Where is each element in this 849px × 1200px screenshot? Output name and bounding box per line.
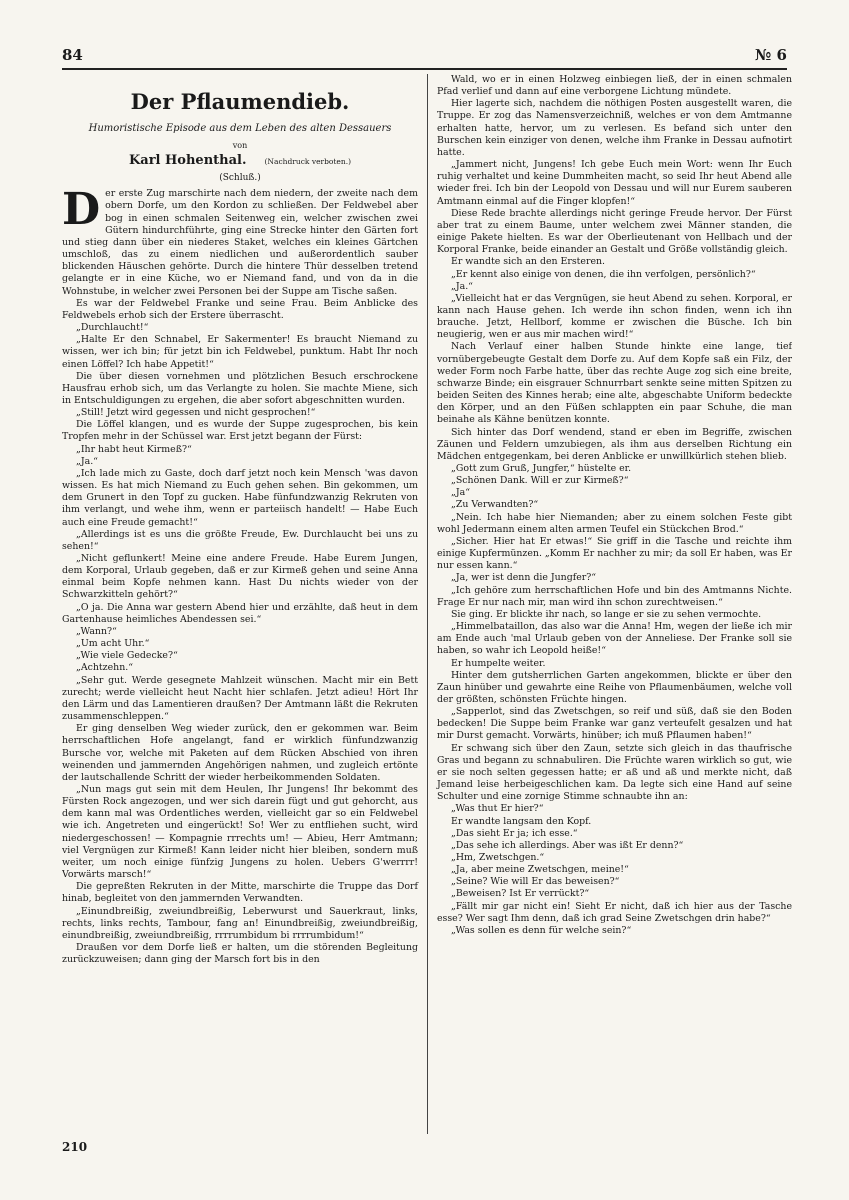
paragraph: „Sapperlot, sind das Zwetschgen, so reif und süß, daß sie den Boden bedecken! Die Suppe beim Franke war ganz verteufelt gesalzen und hat mir Durst gemacht. Vorwärts, hinüber; ich muß Pflaumen haben!“ [437,706,792,742]
paragraph: „Er kennt also einige von denen, die ihn verfolgen, persönlich?“ [451,268,756,280]
article-subtitle: Humoristische Episode aus dem Leben des alten Dessauers [88,123,392,134]
paragraph: Draußen vor dem Dorfe ließ er halten, um die störenden Begleitung zurückzuweisen; dann ging der Marsch fort bis in den [62,942,418,966]
paragraph: „Was thut Er hier?“ [451,803,544,815]
paragraph: Die über diesen vornehmen und plötzlichen Besuch erschrockene Hausfrau erhob sich, um das Verlangte zu holen. Sie machte Miene, sich in Entschuldigungen zu ergehen, die aber sofort abgeschnitten wurden. [62,370,418,406]
paragraph: Die Löffel klangen, und es wurde der Suppe zugesprochen, bis kein Tropfen mehr in der Schüssel war. Erst jetzt begann der Fürst: [62,419,418,443]
paragraph: Wald, wo er in einen Holzweg einbiegen ließ, der in einen schmalen Pfad verlief und dann auf eine verborgene Lichtung mündete. [437,74,792,98]
paragraph: Er humpelte weiter. [451,657,546,669]
byline-von: von [232,141,248,150]
paragraph: „Sicher. Hier hat Er etwas!“ Sie griff in die Tasche und reichte ihm einige Kupfermünzen. „Komm Er nachher zu mir; da soll Er haben, was Er nur essen kann.“ [437,535,792,572]
article-columns [62,74,793,1134]
paragraph: Er ging denselben Weg wieder zurück, den er gekommen war. Beim herrschaftlichen Hofe angelangt, fand er wirklich fünfundzwanzig Bursche vor, welche mit Paketen auf dem Rücken Abschied von ihren weinenden und jammernden Angehörigen nahmen, und zugleich ertönte der lautschallende Schritt der wieder herbeikommenden Soldaten. [62,723,418,783]
paragraph: „Ja.“ [76,455,98,467]
paragraph: er erste Zug marschirte nach dem niedern, der zweite nach dem obern Dorfe, um den Kordon zu schließen. Der Feldwebel aber bog in einen schmalen Seitenweg ein, welcher zwischen zwei Gütern hindurchführte, ging eine Strecke hinter den Gärten fort und stieg dann über ein niederes Staket, welches ein kleines Gärtchen umschloß, das zu einem niedlichen und außerordentlich sauber blickenden Häuschen gehörte. Durch die hintere Thür desselben tretend gelangte er in eine Küche, wo er Niemand fand, und von da in die Wohnstube, in welcher zwei Personen bei der Suppe am Tische saßen. [62,188,418,297]
paragraph: „Nein. Ich habe hier Niemanden; aber zu einem solchen Feste gibt wohl Jedermann einem alten armen Teufel ein Stückchen Brod.“ [437,511,792,535]
paragraph: „Das sieht Er ja; ich esse.“ [451,827,578,839]
paragraph: „Vielleicht hat er das Vergnügen, sie heut Abend zu sehen. Korporal, er kann nach Hause gehen. Ich werde ihn schon finden, wenn ich ihn brauche. Jetzt, Hellborf, komme er zwischen die Büsche. Ich bin neugierig, wen er aus mir machen wird!“ [437,292,792,341]
issue-number: № 6 [755,46,787,64]
paragraph: „Ja“ [451,487,470,499]
paragraph: „Allerdings ist es uns die größte Freude, Ew. Durchlaucht bei uns zu sehen!“ [62,528,418,552]
paragraph: „Das sehe ich allerdings. Aber was ißt Er denn?“ [451,839,684,851]
paragraph: „Durchlaucht!“ [76,322,149,334]
paragraph: Er wandte langsam den Kopf. [451,815,592,827]
paragraph: „Halte Er den Schnabel, Er Sakermenter! Es braucht Niemand zu wissen, wer ich bin; für jetzt bin ich Feldwebel, punktum. Habt Ihr noch einen Löffel? Ich habe Appetit!“ [62,334,418,370]
paragraph: „Jammert nicht, Jungens! Ich gebe Euch mein Wort: wenn Ihr Euch ruhig verhaltet und keine Dummheiten macht, so seid Ihr heut Abend alle wieder frei. Ich bin der Leopold von Dessau und will nur Eurem sauberen Amtmann einmal auf die Finger klopfen!“ [437,159,792,207]
paragraph: „Wie viele Gedecke?“ [76,650,178,662]
right-column [427,74,792,1134]
paragraph: Hinter dem gutsherrlichen Garten angekommen, blickte er über den Zaun hinüber und gewahrte eine Reihe von Pflaumenbäumen, welche voll der größten, schönsten Früchte hingen. [437,669,792,705]
author-name: Karl Hohenthal. [128,153,247,168]
paragraph: „Ich lade mich zu Gaste, doch darf jetzt noch kein Mensch 'was davon wissen. Es hat mich Niemand zu Euch gehen sehen. Bin gekommen, um dem Grunert in den Topf zu gucken. Habe fünfundzwanzig Rekruten von ihm verlangt, und wehe ihm, wenn er parteiisch handelt! — Habe Euch auch eine Freude gemacht!“ [62,467,418,528]
paragraph: „Ja, wer ist denn die Jungfer?“ [451,572,597,584]
paragraph: Diese Rede brachte allerdings nicht geringe Freude hervor. Der Fürst aber trat zu einem Baume, unter welchem zwei Männer standen, die einige Pakete hielten. Es war der Oberlieutenant von Hellbach und der Korporal Franke, beide einander an Gestalt und Größe vollständig gleich. [437,207,792,256]
paragraph: „Fällt mir gar nicht ein! Sieht Er nicht, daß ich hier aus der Tasche esse? Wer sagt Ihm denn, daß ich grad Seine Zwetschgen drin habe?“ [437,900,792,924]
paragraph: „Achtzehn.“ [76,662,134,674]
paragraph: „Schönen Dank. Will er zur Kirmeß?“ [451,475,629,487]
article-title: Der Pflaumendieb. [130,89,350,114]
paragraph: „Ich gehöre zum herrschaftlichen Hofe und bin des Amtmanns Nichte. Frage Er nur nach mir, man wird ihn schon zurechtweisen.“ [437,584,792,608]
paragraph: Die gepreßten Rekruten in der Mitte, marschirte die Truppe das Dorf hinab, begleitet von den jammernden Verwandten. [62,881,418,905]
paragraph: Er schwang sich über den Zaun, setzte sich gleich in das thaufrische Gras und begann zu schnabuliren. Die Früchte waren wirklich so gut, wie er sie noch selten gegessen hatte; er aß und aß und merkte nicht, daß Jemand leise herbeigeschlichen kam. Da legte sich eine Hand auf seine Schulter und eine zornige Stimme schnaubte ihn an: [437,742,792,803]
paragraph: „Ja.“ [451,280,473,292]
right-body-text [437,74,792,937]
footer-page-number: 210 [62,1140,88,1154]
reprint-notice: (Nachdruck verboten.) [264,157,352,166]
left-body-text [62,184,418,966]
paragraph: „Was sollen es denn für welche sein?“ [451,924,632,936]
paragraph: Er wandte sich an den Ersteren. [451,256,606,268]
paragraph: „O ja. Die Anna war gestern Abend hier und erzählte, daß heut in dem Gartenhause heimliches Abendessen sei.“ [62,601,418,625]
paragraph: „Um acht Uhr.“ [76,638,150,650]
paragraph: „Seine? Wie will Er das beweisen?“ [451,876,620,888]
paragraph: „Gott zum Gruß, Jungfer,“ hüstelte er. [451,463,632,474]
author-line [62,155,418,168]
paragraph: Sie ging. Er blickte ihr nach, so lange er sie zu sehen vermochte. [451,608,762,620]
drop-cap: D [62,184,101,236]
paragraph: „Himmelbataillon, das also war die Anna! Hm, wegen der ließe ich mir am Ende auch 'mal Urlaub geben von der Anneliese. Der Franke soll sie haben, so wahr ich Leopold heiße!“ [437,621,792,657]
paragraph: „Nun mags gut sein mit dem Heulen, Ihr Jungens! Ihr bekommt des Fürsten Rock angezogen, und wer sich darein fügt und gut gehorcht, aus dem kann mal was Ordentliches werden, vielleicht gar so ein Feldwebel wie ich. Angetreten und eingerückt! So! Wer zu entfliehen sucht, wird niedergeschossen! — Kompagnie rrrechts um! — Abieu, Herr Amtmann; viel Vergnügen zur Kirmeß! Kann leider nicht hier bleiben, sondern muß weiter, um noch einige fünfzig Jungens zu holen. Uebers G'werrrr! Vorwärts marsch!“ [62,783,418,881]
paragraph: „Beweisen? Ist Er verrückt?“ [451,888,590,900]
conclusion-marker: (Schluß.) [219,173,261,184]
page-footer [62,1140,87,1154]
paragraph: „Sehr gut. Werde gesegnete Mahlzeit wünschen. Macht mir ein Bett zurecht; werde vielleicht heut Nacht hier schlafen. Jetzt adieu! Hört Ihr den Lärm und das Lamentieren draußen? Der Amtmann läßt die Rekruten zusammenschleppen.“ [62,674,418,723]
paragraph: Sich hinter das Dorf wendend, stand er eben im Begriffe, zwischen Zäunen und Feldern umzubiegen, als ihm aus derselben Richtung ein Mädchen entgegenkam, bei deren Anblicke er unwillkürlich stehen blieb. [437,426,792,462]
page-number: 84 [62,46,83,64]
paragraph: „Wann?“ [76,625,117,637]
paragraph: „Nicht geflunkert! Meine eine andere Freude. Habe Eurem Jungen, dem Korporal, Urlaub gegeben, daß er zur Kirmeß gehen und seine Anna einmal beim Kopfe nehmen kann. Hast Du nichts wieder von der Schwarzkitteln gehört?“ [62,553,418,601]
left-column [62,74,427,1134]
paragraph: Es war der Feldwebel Franke und seine Frau. Beim Anblicke des Feldwebels erhob sich der Erstere überrascht. [62,297,418,321]
page-header [62,38,787,70]
paragraph: „Still! Jetzt wird gegessen und nicht gesprochen!“ [76,407,316,419]
paragraph: „Ja, aber meine Zwetschgen, meine!“ [451,864,629,876]
paragraph: „Ihr habt heut Kirmeß?“ [76,443,192,455]
paragraph: Nach Verlauf einer halben Stunde hinkte eine lange, tief vornübergebeugte Gestalt dem Dorfe zu. Auf dem Kopfe saß ein Filz, der weder Form noch Farbe hatte, über das rechte Auge zog sich eine breite, schwarze Binde; ein eisgrauer Schnurrbart senkte seine mitten Spitzen zu beiden Seiten des Kinnes herab; eine alte, abgeschabte Uniform bedeckte den Körper, und an den Füßen schlappten ein paar Schuhe, die man beinahe als Kähne benützen konnte. [437,341,792,426]
paragraph: „Zu Verwandten?“ [451,499,539,511]
paragraph: „Hm, Zwetschgen.“ [451,852,545,863]
paragraph: Hier lagerte sich, nachdem die nöthigen Posten ausgestellt waren, die Truppe. Er zog das Namensverzeichniß, welches er von dem Amtmanne erhalten hatte, hervor, um zu verlesen. Es befand sich unter den Burschen kein einziger von denen, welche ihm Franke in Dessau aufnotirt hatte. [437,98,792,158]
paragraph: „Einundbreißig, zweiundbreißig, Leberwurst und Sauerkraut, links, rechts, links rechts, Tambour, fang an! Einundbreißig, zweiundbreißig, einundbreißig, zweiundbreißig, rrrrumbidum bi rrrrumbidum!“ [62,905,418,941]
